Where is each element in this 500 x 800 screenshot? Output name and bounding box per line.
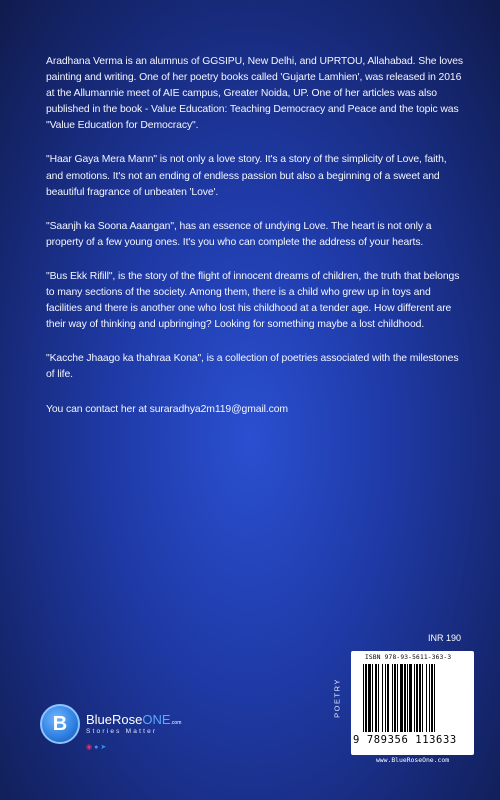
facebook-icon: ● <box>94 744 99 751</box>
barcode-digits: 9 789356 113633 <box>353 734 457 746</box>
barcode-bar <box>375 664 377 732</box>
barcode-bar <box>404 664 406 732</box>
publisher-website: www.BlueRoseOne.com <box>375 756 450 764</box>
publisher-tagline: Stories Matter <box>86 728 158 735</box>
isbn-number: ISBN 978-93-5611-363-3 <box>365 654 452 661</box>
genre-label: POETRY <box>332 678 342 718</box>
barcode-bar <box>387 664 389 732</box>
barcode-bar <box>426 664 427 732</box>
barcode-bar <box>400 664 403 732</box>
barcode-bar <box>429 664 430 732</box>
barcode-bar <box>368 664 371 732</box>
barcode-bar <box>397 664 398 732</box>
publisher-name: BlueRoseONE.com <box>86 712 182 727</box>
book-description-paragraph: "Saanjh ka Soona Aaangan", has an essence of undying Love. The heart is not only a property of a few young ones. It's you who can complete the address of your hearts. <box>46 220 432 248</box>
book-description-paragraph: "Haar Gaya Mera Mann" is not only a love story. It's a story of the simplicity of Love, faith, and emotions. It's not an ending of endless passion but also a beginning of a sweet and beautiful fragrance of unbeaten 'Love'. <box>46 154 447 198</box>
barcode-bar <box>365 664 367 732</box>
barcode-bar <box>392 664 393 732</box>
publisher-mark-letter: B <box>52 713 68 735</box>
barcode-bar <box>431 664 433 732</box>
twitter-icon: ➤ <box>100 744 107 751</box>
barcode-bar <box>409 664 412 732</box>
social-icons <box>86 736 108 754</box>
book-description-paragraph: "Bus Ekk Rifill", is the story of the flight of innocent dreams of children, the truth that belongs to many sections of the society. Among them, there is a child who grew up in toys and facilities and there is another one who lost his childhood at a tender age. How different are their way of thinking and upbringing? Looking for something maybe a lost childhood. <box>46 270 460 331</box>
barcode-bar <box>407 664 408 732</box>
contact-paragraph: You can contact her at suraradhya2m119@gmail.com <box>46 403 288 415</box>
barcode-bar <box>416 664 418 732</box>
book-description-paragraph: "Kacche Jhaago ka thahraa Kona", is a collection of poetries associated with the milestones of life. <box>46 353 459 381</box>
isbn-barcode <box>351 651 474 755</box>
publisher-mark-icon <box>40 704 80 744</box>
back-cover-blurb <box>46 54 466 436</box>
barcode-bar <box>394 664 396 732</box>
barcode-bar <box>434 664 435 732</box>
barcode-bar <box>372 664 373 732</box>
barcode-bar <box>385 664 386 732</box>
price-label: INR 190 <box>428 633 462 643</box>
barcode-bar <box>422 664 423 732</box>
author-bio-paragraph: Aradhana Verma is an alumnus of GGSIPU, New Delhi, and UPRTOU, Allahabad. She loves painting and writing. One of her poetry books called 'Gujarte Lamhien', was released in 2016 at the Allumannie meet of AIE campus, Greater Noida, UP. One of her articles was also published in the book - Value Education: Teaching Democracy and Peace and the topic was "Value Education for Democracy". <box>46 56 463 132</box>
barcode-bar <box>382 664 383 732</box>
barcode-icon <box>363 664 463 732</box>
barcode-bar <box>414 664 415 732</box>
instagram-icon: ◉ <box>86 744 93 751</box>
barcode-bar <box>363 664 364 732</box>
barcode-bar <box>378 664 379 732</box>
barcode-bar <box>419 664 421 732</box>
publisher-logo <box>40 702 180 752</box>
